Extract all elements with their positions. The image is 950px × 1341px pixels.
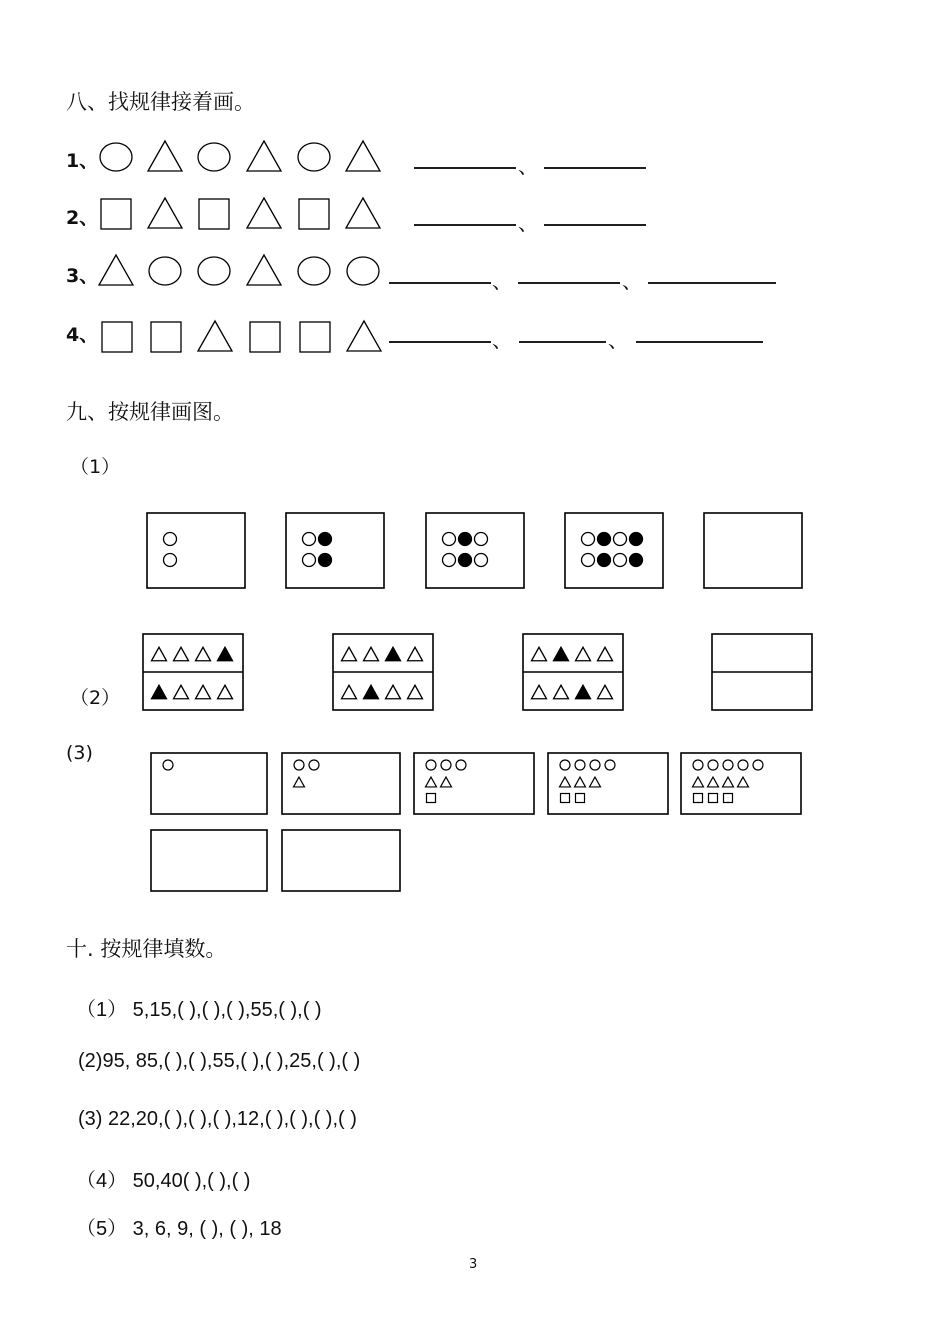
square-shape: [151, 322, 181, 352]
circle-shape: [582, 533, 595, 546]
circle-shape: [598, 554, 611, 567]
pattern-box: [704, 513, 802, 588]
circle-shape: [560, 760, 570, 770]
circle-shape: [738, 760, 748, 770]
separator: 、: [518, 156, 538, 178]
triangle-shape: [99, 255, 133, 285]
triangle-shape: [294, 777, 305, 787]
part-3-label: (3): [66, 742, 93, 764]
circle-shape: [149, 257, 181, 285]
triangle-shape: [408, 685, 423, 699]
triangle-shape: [247, 255, 281, 285]
circle-shape: [100, 143, 132, 171]
page-number: 3: [469, 1257, 478, 1272]
circle-shape: [441, 760, 451, 770]
triangle-shape: [590, 777, 601, 787]
pattern-box: [286, 513, 384, 588]
triangle-shape: [152, 685, 167, 699]
circle-shape: [164, 554, 177, 567]
triangle-shape: [218, 685, 233, 699]
circle-shape: [298, 257, 330, 285]
triangle-shape: [247, 198, 281, 228]
circle-shape: [598, 533, 611, 546]
circle-shape: [753, 760, 763, 770]
circle-shape: [575, 760, 585, 770]
triangle-shape: [554, 685, 569, 699]
circle-shape: [303, 554, 316, 567]
triangle-shape: [576, 685, 591, 699]
triangle-shape: [708, 777, 719, 787]
triangle-shape: [576, 647, 591, 661]
triangle-shape: [198, 321, 232, 351]
square-shape: [199, 199, 229, 229]
circle-shape: [426, 760, 436, 770]
triangle-shape: [196, 685, 211, 699]
circle-shape: [198, 257, 230, 285]
triangle-shape: [346, 141, 380, 171]
triangle-shape: [364, 647, 379, 661]
fill-item-3: (3) 22,20,( ),( ),( ),12,( ),( ),( ),( ): [78, 1108, 357, 1130]
triangle-shape: [408, 647, 423, 661]
square-shape: [427, 794, 436, 803]
triangle-shape: [532, 647, 547, 661]
circle-shape: [614, 533, 627, 546]
circle-shape: [303, 533, 316, 546]
separator: 、: [622, 271, 642, 293]
section-8-title: 八、找规律接着画。: [66, 90, 255, 114]
circle-shape: [347, 257, 379, 285]
part-2-label: （2）: [70, 687, 121, 709]
row-4-label: 4、: [66, 324, 99, 346]
circle-shape: [198, 143, 230, 171]
triangle-shape: [575, 777, 586, 787]
circle-shape: [614, 554, 627, 567]
triangle-shape: [723, 777, 734, 787]
square-shape: [300, 322, 330, 352]
row-3-label: 3、: [66, 265, 99, 287]
triangle-shape: [174, 685, 189, 699]
triangle-shape: [386, 647, 401, 661]
row-2-label: 2、: [66, 207, 99, 229]
triangle-shape: [247, 141, 281, 171]
circle-shape: [163, 760, 173, 770]
triangle-shape: [342, 685, 357, 699]
triangle-shape: [196, 647, 211, 661]
square-shape: [102, 322, 132, 352]
section-10-title: 十. 按规律填数。: [66, 937, 227, 961]
triangle-shape: [386, 685, 401, 699]
square-shape: [561, 794, 570, 803]
fill-item-1: （1） 5,15,( ),( ),( ),55,( ),( ): [76, 999, 322, 1021]
square-shape: [724, 794, 733, 803]
triangle-shape: [347, 321, 381, 351]
triangle-shape: [426, 777, 437, 787]
separator: 、: [518, 213, 538, 235]
fill-item-5: （5） 3, 6, 9, ( ), ( ), 18: [76, 1218, 282, 1240]
circle-shape: [630, 554, 643, 567]
pattern-box: [147, 513, 245, 588]
circle-shape: [309, 760, 319, 770]
circle-shape: [590, 760, 600, 770]
row-1-label: 1、: [66, 150, 99, 172]
circle-shape: [164, 533, 177, 546]
triangle-shape: [598, 647, 613, 661]
circle-shape: [459, 554, 472, 567]
triangle-shape: [560, 777, 571, 787]
circle-shape: [459, 533, 472, 546]
pattern-box: [282, 830, 400, 891]
circle-shape: [319, 554, 332, 567]
square-shape: [101, 199, 131, 229]
pattern-box: [565, 513, 663, 588]
circle-shape: [456, 760, 466, 770]
square-shape: [694, 794, 703, 803]
circle-shape: [582, 554, 595, 567]
triangle-shape: [346, 198, 380, 228]
triangle-shape: [554, 647, 569, 661]
triangle-shape: [441, 777, 452, 787]
separator: 、: [492, 330, 512, 352]
circle-shape: [298, 143, 330, 171]
triangle-shape: [152, 647, 167, 661]
square-shape: [709, 794, 718, 803]
circle-shape: [630, 533, 643, 546]
triangle-shape: [342, 647, 357, 661]
triangle-shape: [532, 685, 547, 699]
circle-shape: [693, 760, 703, 770]
triangle-shape: [174, 647, 189, 661]
circle-shape: [475, 533, 488, 546]
triangle-shape: [693, 777, 704, 787]
triangle-shape: [218, 647, 233, 661]
pattern-box: [426, 513, 524, 588]
triangle-shape: [148, 141, 182, 171]
circle-shape: [605, 760, 615, 770]
fill-item-2: (2)95, 85,( ),( ),55,( ),( ),25,( ),( ): [78, 1050, 361, 1072]
circle-shape: [294, 760, 304, 770]
separator: 、: [608, 330, 628, 352]
circle-shape: [443, 533, 456, 546]
square-shape: [299, 199, 329, 229]
triangle-shape: [364, 685, 379, 699]
triangle-shape: [148, 198, 182, 228]
square-shape: [576, 794, 585, 803]
pattern-box: [151, 830, 267, 891]
part-1-label: （1）: [70, 456, 121, 478]
separator: 、: [492, 271, 512, 293]
circle-shape: [475, 554, 488, 567]
triangle-shape: [738, 777, 749, 787]
circle-shape: [319, 533, 332, 546]
triangle-shape: [598, 685, 613, 699]
square-shape: [250, 322, 280, 352]
fill-item-4: （4） 50,40( ),( ),( ): [76, 1170, 251, 1192]
circle-shape: [443, 554, 456, 567]
circle-shape: [708, 760, 718, 770]
circle-shape: [723, 760, 733, 770]
section-9-title: 九、按规律画图。: [66, 400, 234, 424]
